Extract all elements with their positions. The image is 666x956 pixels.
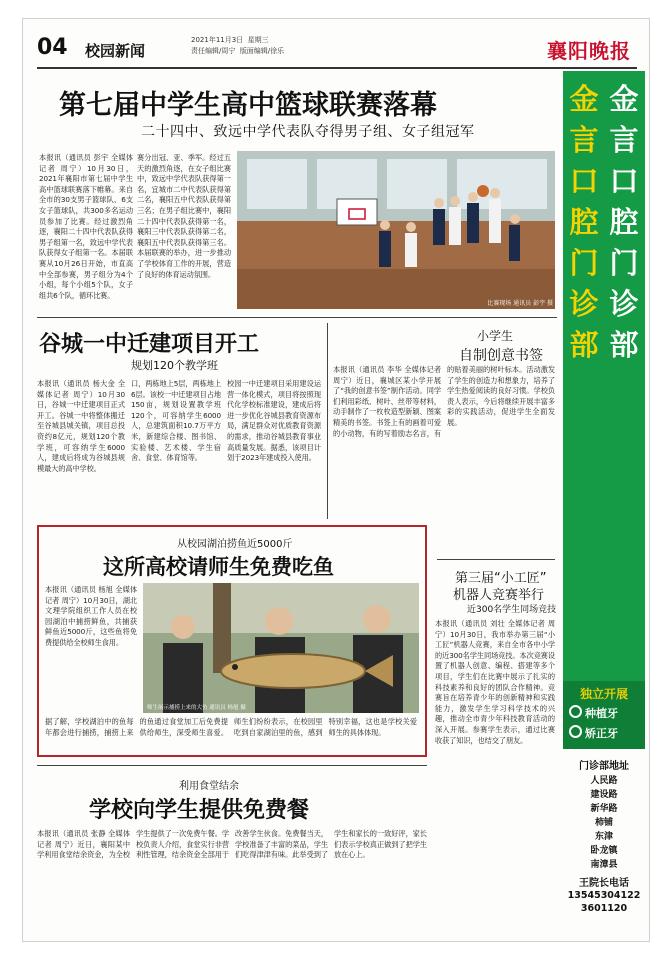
ad-char: 门 (569, 246, 599, 280)
designer-credit: 版面编辑/徐乐 (239, 47, 285, 55)
article6-body: 本报讯（通讯员 张静 全媒体记者 周宁）近日，襄阳某中学利用食堂结余资金，为全校学生提供了一次免费午餐。学校负责人介绍，食堂实行非营利性管理，结余资金全部用于改善学生伙食。免费餐当天，学校准备了丰富的菜品，学生们吃得津津有味。此举受到了学生和家长的一致好评，家长们表示学校真正做到了把学生放在心上。 (37, 829, 427, 860)
ad-char: 言 (609, 123, 639, 157)
article1-body-col2: 赛分出冠、亚、季军。经过五天的激烈角逐，在女子组比赛中，致远中学代表队获得第一名，宜城市二中代表队获得第二名，襄阳五中代表队获得第三名；在男子组比赛中，襄阳二十四中代表队获得第一名，襄阳三中代表队获得第二名，襄阳五中代表队获得第三名。本届联赛的举办，进一步推动了学校体育工作的开展，营造了良好的体育运动氛围。 (137, 153, 231, 279)
fish-photo[interactable] (143, 583, 419, 713)
article5-body: 本报讯（通讯员 刘壮 全媒体记者 周宁）10月30日，我市举办第三届“小工匠”机器人竞赛，来自全市各中小学的近300名学生同场竞技。本次竞赛设置了机器人创意、编程、搭建等多个项目，学生们在比赛中展示了扎实的科技素养和良好的团队合作精神。竞赛旨在培养青少年的创新精神和实践能力，激发学生学习科学技术的兴趣，推动全市青少年科技教育活动的深入开展。参赛学生表示，通过比赛收获了知识，也结交了朋友。 (435, 619, 555, 745)
ad-char: 口 (569, 164, 599, 198)
ad-char: 诊 (569, 287, 599, 321)
divider-line (437, 559, 555, 560)
article2-subhead: 规划120个教学班 (131, 359, 218, 372)
page-header (37, 33, 637, 69)
article5-kicker: 第三届“小工匠” (455, 571, 547, 586)
article2-body-col2: 口，两栋地上5层，两栋地上6层。该校一中迁建项目占地150亩，规划设置教学班120个，可容纳学生6000人，总建筑面积10.7万平方米，新建综合楼、图书馆、实验楼、艺术楼、学生宿舍、食堂、体育馆等。 (131, 379, 221, 463)
newspaper-page (22, 18, 650, 942)
ad-char: 言 (569, 123, 599, 157)
ad-char: 部 (569, 328, 599, 362)
ad-char: 诊 (609, 287, 639, 321)
article1-body-col1: 本报讯（通讯员 彭宇 全媒体记者 周宁）10月30日，2021年襄阳市第七届中学生高中篮球联赛落下帷幕。来自全市的30支男子篮球队、6支女子篮球队，共300多名运动员参加了比赛。经过激烈角逐，襄阳二十四中代表队获得男子组第一名，致远中学代表队获得女子组第一名。本届联赛从10月26日开始，市直高中全部参赛，男子组分为4个小组，每个小组5个队，女子组共6个队，循环比赛。 (39, 153, 133, 300)
ad-service-implant (569, 705, 618, 721)
address-item: 建设路 (590, 790, 618, 800)
issue-weekday: 星期三 (247, 36, 269, 44)
article6-kicker: 利用食堂结余 (179, 781, 239, 792)
phone-number[interactable]: 13545304122 (567, 890, 641, 901)
column-divider (327, 323, 328, 519)
article4-kicker: 从校园湖泊捞鱼近5000斤 (177, 539, 293, 550)
page-number: 04 (37, 35, 68, 60)
article6-headline[interactable]: 学校向学生提供免费餐 (89, 798, 310, 823)
address-item: 新华路 (590, 804, 618, 814)
address-item: 东津 (594, 832, 613, 842)
ad-service-label: 种植牙 (585, 707, 618, 720)
article5-headline[interactable]: 机器人竞赛举行 (453, 588, 545, 603)
article1-subhead: 二十四中、致远中学代表队夺得男子组、女子组冠军 (141, 124, 475, 140)
article4-headline[interactable]: 这所高校请师生免费吃鱼 (103, 555, 334, 579)
editor-credit: 责任编辑/周宁 (191, 47, 236, 55)
ad-service-label: 矫正牙 (585, 727, 618, 740)
masthead-logo: 襄阳晚报 (547, 39, 631, 63)
article5-subhead: 近300名学生同场竞技 (467, 605, 557, 615)
article1-headline[interactable]: 第七届中学生高中篮球联赛落幕 (59, 90, 437, 121)
article1-photo-caption: 比赛现场 通讯员 彭宇 摄 (487, 300, 553, 307)
article3-kicker: 小学生 (477, 329, 514, 343)
ad-band-title: 独立开展 (579, 687, 628, 701)
ad-title-yellow (565, 79, 603, 366)
fish-article-box (37, 525, 427, 757)
basketball-scene-image (237, 151, 555, 309)
ad-title-white (605, 79, 643, 366)
ad-char: 口 (609, 164, 639, 198)
ad-char: 部 (609, 328, 639, 362)
address-item: 南漳县 (590, 860, 618, 870)
clinic-ad[interactable] (563, 71, 645, 749)
fish-scene-image (143, 583, 419, 713)
divider-line (37, 317, 557, 318)
ad-char: 腔 (609, 205, 639, 239)
clinic-address-block (563, 757, 645, 915)
circle-bullet-icon (569, 705, 582, 718)
article3-body: 本报讯（通讯员 李华 全媒体记者 周宁）近日，襄城区某小学开展了“我的创意书签”制作活动。同学们利用彩纸、树叶、丝带等材料，动手制作了一枚枚造型新颖、图案精美的书签。书签上有的画着可爱的小动物，有的写着励志名言，有的贴着美丽的树叶标本。活动激发了学生的创造力和想象力，培养了学生热爱阅读的良好习惯。学校负责人表示，今后将继续开展丰富多彩的实践活动，促进学生全面发展。 (333, 365, 555, 438)
ad-service-orthodontic (569, 725, 618, 741)
section-title: 校园新闻 (85, 42, 146, 60)
article2-headline[interactable]: 谷城一中迁建项目开工 (39, 332, 260, 357)
circle-bullet-icon (569, 725, 582, 738)
divider-line (37, 765, 427, 766)
basketball-photo[interactable] (237, 151, 555, 309)
ad-char: 金 (569, 82, 599, 116)
ad-char: 门 (609, 246, 639, 280)
issue-date: 2021年11月3日 (191, 36, 244, 44)
article4-body-left: 本报讯（通讯员 杨旭 全媒体记者 周宁）10月30日，湖北文理学院组织工作人员在校园湖泊中捕捞鲜鱼，共捕获鲜鱼近5000斤，这些鱼将免费提供给全校师生食用。 (45, 585, 137, 647)
date-info (191, 35, 284, 57)
article4-photo-caption: 师生展示捕捞上来的大鱼 通讯员 杨旭 摄 (147, 705, 246, 711)
address-item: 人民路 (590, 776, 618, 786)
article2-body-col3: 校园一中迁建项目采用建设运营一体化模式，项目将按照现代化学校标准建设，建成后将进一步优化谷城县教育资源布局，满足群众对优质教育资源的需求，推动谷城县教育事业高质量发展。据悉，该项目计划于2023年建成投入使用。 (227, 379, 321, 463)
article2-body-col1: 本报讯（通讯员 杨大金 全媒体记者 周宁）10月30日，谷城一中迁建项目正式开工。谷城一中将整体搬迁至谷城县城关镇，项目总投资约8亿元，规划120个教学班，可容纳学生6000人，建成后将成为谷城县规模最大的高中学校。 (37, 379, 125, 473)
address-item: 柿铺 (594, 818, 613, 828)
ad-char: 腔 (569, 205, 599, 239)
article3-headline[interactable]: 自制创意书签 (459, 348, 543, 364)
ad-char: 金 (609, 82, 639, 116)
address-title: 门诊部地址 (579, 761, 629, 772)
address-item: 卧龙镇 (590, 846, 618, 856)
phone-number[interactable]: 3601120 (580, 903, 628, 914)
article4-body-bottom: 据了解，学校湖泊中的鱼每年都会进行捕捞，捕捞上来的鱼通过食堂加工后免费提供给师生，深受师生喜爱。师生们纷纷表示，在校园里吃到自家湖泊里的鱼，感到特别幸福，这也是学校关爱师生的具体体现。 (45, 717, 417, 737)
ad-services-band (563, 681, 645, 749)
phone-title: 王院长电话 (579, 878, 629, 889)
